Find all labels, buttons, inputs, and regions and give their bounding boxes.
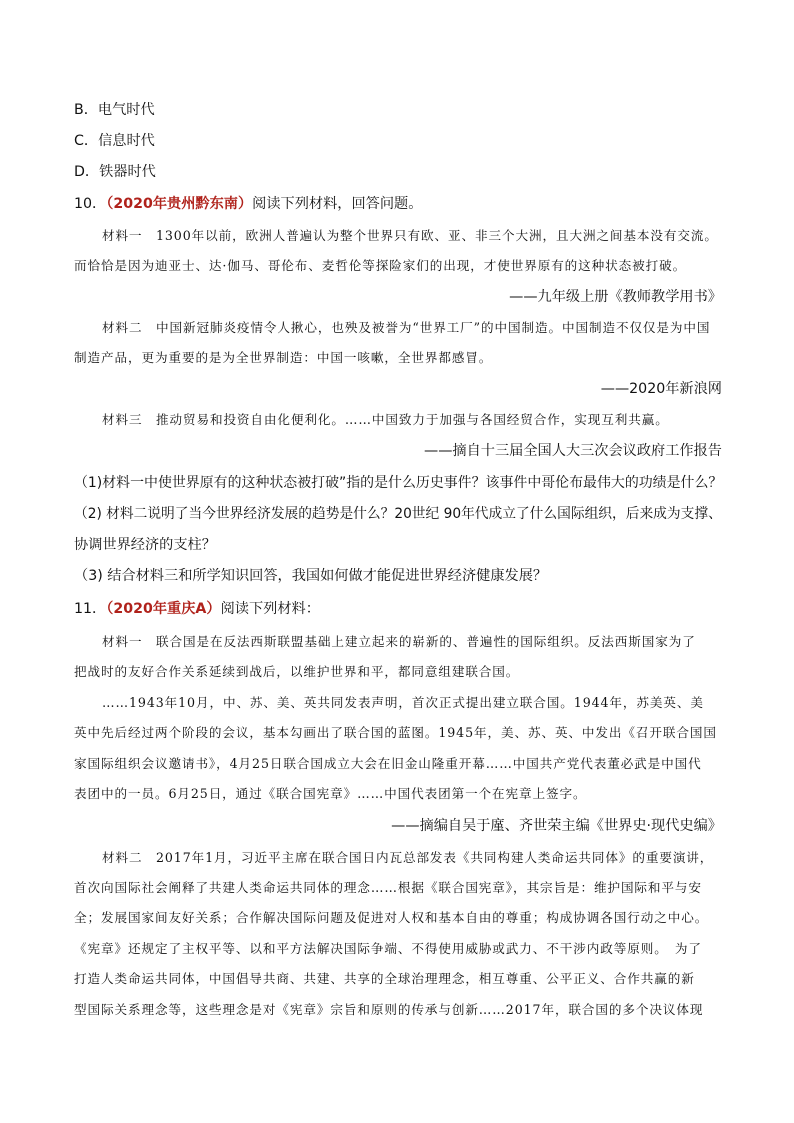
question-prompt: 阅读下列材料： bbox=[220, 601, 320, 617]
question-source: 2020年重庆A bbox=[113, 601, 207, 617]
question-source: 2020年贵州黔东南 bbox=[113, 196, 238, 212]
material-2-line-1: 材料二 中国新冠肺炎疫情令人揪心，也殃及被誉为“世界工厂”的中国制造。中国制造不仅仅是为中国 bbox=[102, 320, 711, 335]
option-c: C．信息时代 bbox=[74, 133, 155, 149]
sub-question-2-line-1: （2) 材料二说明了当今世界经济发展的趋势是什么？20世纪 90年代成立了什么国际组织，后来成为支撑、 bbox=[74, 506, 722, 522]
q11-material-1-line-2: 把战时的友好合作关系延续到战后，以维护世界和平，都同意组建联合国。 bbox=[74, 664, 520, 679]
material-3-line-1: 材料三 推动贸易和投资自由化便利化。……中国致力于加强与各国经贸合作，实现互利共赢。 bbox=[102, 412, 669, 427]
sub-question-1: （1)材料一中使世界原有的这种状态被打破”指的是什么历史事件？该事件中哥伦布最伟大的功绩是什么？ bbox=[74, 475, 723, 491]
material-2-line-2: 制造产品，更为重要的是为全世界制造：中国一咳嗽，全世界都感冒。 bbox=[74, 350, 493, 365]
q11-material-1-line-4: 英中先后经过两个阶段的会议，基本勾画出了联合国的蓝图。1945年，美、苏、英、中发出《召开联合国国 bbox=[74, 725, 717, 740]
q11-material-2-line-5: 打造人类命运共同体，中国倡导共商、共建、共享的全球治理理念，相互尊重、公平正义、合作共赢的新 bbox=[74, 971, 695, 986]
option-d: D．铁器时代 bbox=[74, 164, 156, 180]
q11-material-1-line-3: ……1943年10月，中、苏、美、英共同发表声明，首次正式提出建立联合国。1944年，苏美英、美 bbox=[102, 695, 704, 710]
question-11-header: 11．（2020年重庆A）阅读下列材料： bbox=[74, 601, 320, 617]
material-1-source: ——九年级上册《教师教学用书》 bbox=[509, 289, 722, 305]
q11-material-1-line-5: 家国际组织会议邀请书》，4月25日联合国成立大会在旧金山隆重开幕……中国共产党代表董必武是中国代 bbox=[74, 756, 702, 771]
material-1-line-1: 材料一 1300年以前，欧洲人普遍认为整个世界只有欧、亚、非三个大洲，且大洲之间基本没有交流。 bbox=[102, 228, 718, 243]
question-10-header: 10．（2020年贵州黔东南）阅读下列材料，回答问题。 bbox=[74, 196, 423, 212]
q11-material-2-line-3: 全；发展国家间友好关系；合作解决国际问题及促进对人权和基本自由的尊重；构成协调各国行动之中心。 bbox=[74, 910, 709, 925]
question-prompt: 阅读下列材料，回答问题。 bbox=[252, 196, 423, 212]
q11-material-2-line-4: 《宪章》还规定了主权平等、以和平方法解决国际争端、不得使用威胁或武力、不干涉内政等原则。 为了 bbox=[74, 941, 702, 956]
sub-question-3: （3) 结合材料三和所学知识回答，我国如何做才能促进世界经济健康发展？ bbox=[74, 568, 548, 584]
material-3-source: ——摘自十三届全国人大三次会议政府工作报告 bbox=[424, 443, 722, 459]
material-1-line-2: 而恰恰是因为迪亚士、达·伽马、哥伦布、麦哲伦等探险家们的出现，才使世界原有的这种状态被打破。 bbox=[74, 258, 687, 273]
q11-material-2-line-6: 型国际关系理念等，这些理念是对《宪章》宗旨和原则的传承与创新……2017年，联合国的多个决议体现 bbox=[74, 1002, 704, 1017]
option-b: B．电气时代 bbox=[74, 102, 155, 118]
q11-material-2-line-2: 首次向国际社会阐释了共建人类命运共同体的理念……根据《联合国宪章》，其宗旨是：维护国际和平与安 bbox=[74, 880, 702, 895]
sub-question-2-line-2: 协调世界经济的支柱？ bbox=[74, 537, 216, 553]
q11-material-1-line-6: 表团中的一员。6月25日，通过《联合国宪章》……中国代表团第一个在宪章上签字。 bbox=[74, 786, 587, 801]
material-2-source: ——2020年新浪网 bbox=[600, 381, 722, 397]
question-number: 10． bbox=[74, 196, 107, 212]
question-number: 11． bbox=[74, 601, 107, 617]
q11-material-1-line-1: 材料一 联合国是在反法西斯联盟基础上建立起来的崭新的、普遍性的国际组织。反法西斯国家为了 bbox=[102, 634, 696, 649]
q11-material-2-line-1: 材料二 2017年1月，习近平主席在联合国日内瓦总部发表《共同构建人类命运共同体》的重要演讲， bbox=[102, 850, 714, 865]
q11-material-1-source: ——摘编自吴于廑、齐世荣主编《世界史·现代史编》 bbox=[391, 818, 722, 834]
